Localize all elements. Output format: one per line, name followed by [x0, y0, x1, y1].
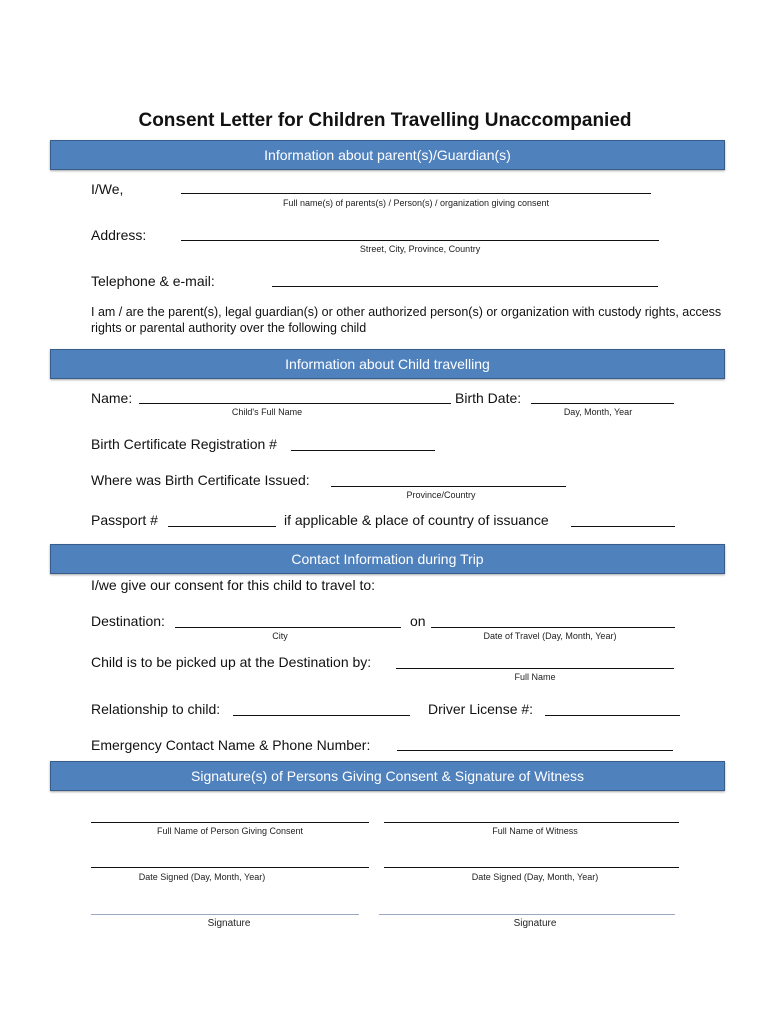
emergency-contact-label: Emergency Contact Name & Phone Number: [91, 737, 371, 753]
travel-date-field[interactable] [431, 627, 675, 628]
witness-signature-field[interactable] [379, 914, 675, 915]
cert-issued-hint: Province/Country [406, 490, 476, 500]
travel-date-hint: Date of Travel (Day, Month, Year) [483, 631, 617, 641]
authority-statement-line-2: rights or parental authority over the following child [91, 321, 367, 335]
document-title: Consent Letter for Children Travelling Unaccompanied [138, 110, 632, 131]
passport-label: Passport # [91, 512, 158, 528]
consent-full-name-hint: Full Name of Person Giving Consent [156, 826, 304, 836]
cert-issued-field[interactable] [331, 486, 566, 487]
iwe-field[interactable] [181, 193, 651, 194]
child-name-label: Name: [91, 390, 133, 406]
birth-date-field[interactable] [531, 403, 674, 404]
driver-license-field[interactable] [545, 715, 680, 716]
child-name-hint: Child's Full Name [231, 407, 303, 417]
birth-cert-label: Birth Certificate Registration # [91, 436, 277, 452]
address-hint: Street, City, Province, Country [359, 244, 481, 254]
issuance-country-field[interactable] [571, 526, 675, 527]
on-label: on [410, 613, 426, 629]
consent-text: I/we give our consent for this child to travel to: [91, 577, 376, 593]
witness-date-hint: Date Signed (Day, Month, Year) [471, 872, 599, 882]
destination-field[interactable] [175, 627, 401, 628]
section-header-parents: Information about parent(s)/Guardian(s) [50, 140, 725, 170]
consent-signature-field[interactable] [91, 914, 359, 915]
witness-signature-hint: Signature [513, 918, 557, 929]
consent-date-hint: Date Signed (Day, Month, Year) [138, 872, 266, 882]
iwe-hint: Full name(s) of parents(s) / Person(s) / organization giving consent [282, 198, 550, 208]
section-header-signatures: Signature(s) of Persons Giving Consent & Signature of Witness [50, 761, 725, 791]
address-label: Address: [91, 227, 147, 243]
destination-label: Destination: [91, 613, 165, 629]
driver-license-label: Driver License #: [428, 701, 534, 717]
section-header-child: Information about Child travelling [50, 349, 725, 379]
witness-date-field[interactable] [384, 867, 679, 868]
pickup-hint: Full Name [514, 672, 556, 682]
pickup-label: Child is to be picked up at the Destination by: [91, 654, 372, 670]
passport-suffix: if applicable & place of country of issuance [284, 512, 549, 528]
consent-signature-hint: Signature [207, 918, 251, 929]
authority-statement-line-1: I am / are the parent(s), legal guardian(s) or other authorized person(s) or organization with custody rights, access [91, 305, 722, 319]
consent-date-field[interactable] [91, 867, 369, 868]
phone-email-field[interactable] [272, 286, 658, 287]
consent-full-name-field[interactable] [91, 822, 369, 823]
child-name-field[interactable] [139, 403, 451, 404]
relationship-field[interactable] [233, 715, 410, 716]
section-header-contact: Contact Information during Trip [50, 544, 725, 574]
iwe-label: I/We, [91, 181, 124, 197]
emergency-contact-field[interactable] [397, 750, 673, 751]
authority-statement [91, 304, 741, 336]
destination-hint: City [272, 631, 288, 641]
address-field[interactable] [181, 240, 659, 241]
phone-email-label: Telephone & e-mail: [91, 273, 215, 289]
cert-issued-label: Where was Birth Certificate Issued: [91, 472, 310, 488]
birth-date-hint: Day, Month, Year [563, 407, 633, 417]
birth-cert-field[interactable] [291, 450, 435, 451]
witness-full-name-hint: Full Name of Witness [492, 826, 578, 836]
birth-date-label: Birth Date: [455, 390, 522, 406]
pickup-field[interactable] [396, 668, 674, 669]
relationship-label: Relationship to child: [91, 701, 221, 717]
passport-field[interactable] [168, 526, 276, 527]
witness-full-name-field[interactable] [384, 822, 679, 823]
